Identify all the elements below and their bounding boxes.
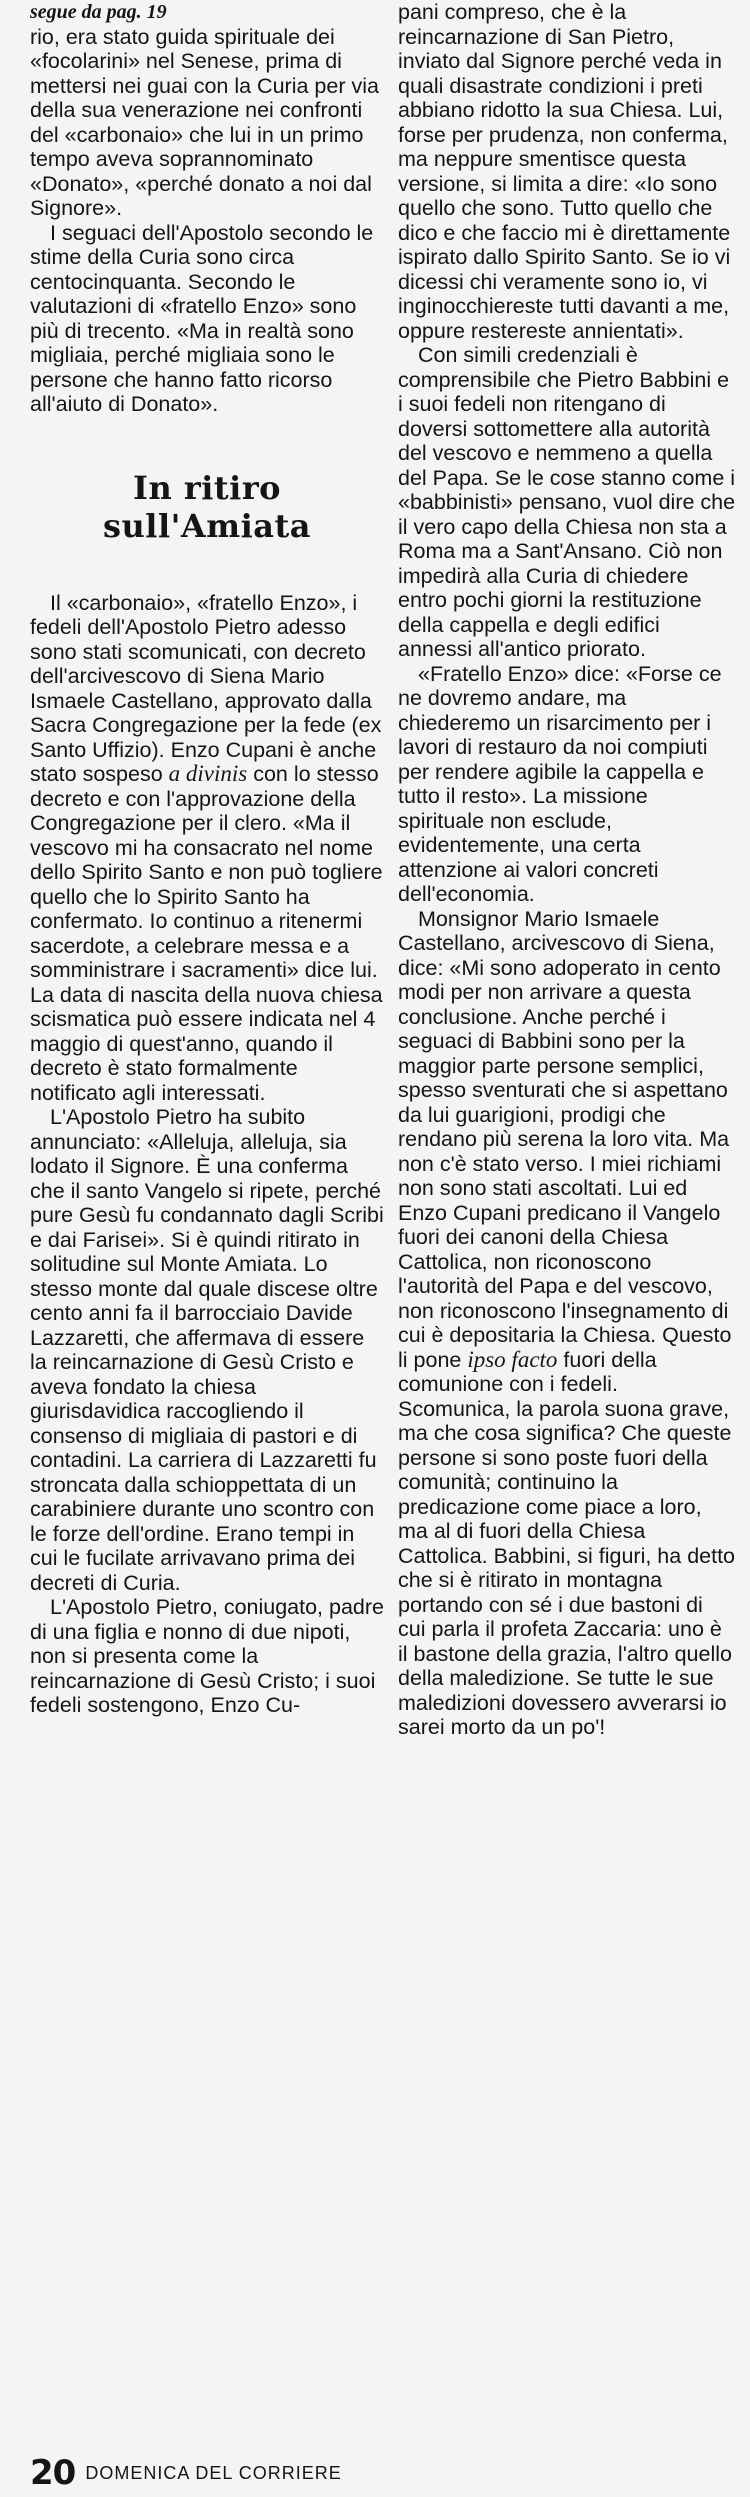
text-run: con lo stesso decreto e con l'approvazione della Congregazione per il clero. «Ma il vescovo mi ha consacrato nel nome dello Spirito Santo e non può togliere quello che lo Spirito Santo ha confermato. Io continuo a ritenermi sacerdote, a celebrare messa e a somministrare i sacramenti» dice lui. La data di nascita della nuova chiesa scismatica può essere indicata nel 4 maggio di quest'anno, quando il decreto è stato formalmente notificato agli interessati. (30, 762, 383, 1105)
italic-phrase: a divinis (168, 761, 248, 786)
continuation-note: segue da pag. 19 (30, 1, 167, 23)
article-paragraph: I seguaci dell'Apostolo secondo le stime della Curia sono circa centocinquanta. Secondo le valutazioni di «fratello Enzo» sono più di trecento. «Ma in realtà sono migliaia, perché migliaia sono le persone che hanno fatto ricorso all'aiuto di Donato». (30, 220, 374, 416)
italic-phrase: ipso facto (467, 1346, 558, 1372)
article-paragraph: rio, era stato guida spirituale dei «focolarini» nel Senese, prima di mettersi nei guai con la Curia per via della sua venerazione nei confronti del «carbonaio» che lui in un primo tempo aveva soprannominato «Donato», «perché donato a noi dal Signore». (30, 24, 379, 220)
article-paragraph: L'Apostolo Pietro, coniugato, padre di una figlia e nonno di due nipoti, non si presenta come la reincarnazione di Gesù Cristo; i suoi fedeli sostengono, Enzo Cu- (30, 1595, 384, 1717)
article-paragraph (398, 907, 736, 1740)
text-run: fuori della comunione con i fedeli. Scomunica, la parola suona grave, ma che cosa significa? Che queste persone si sono poste fuori della comunità; continuino la predicazione come piace a loro, ma al di fuori della Chiesa Cattolica. Babbini, si figuri, ha detto che si è ritirato in montagna portando con sé i due bastoni di cui parla il profeta Zaccaria: uno è il bastone della grazia, l'altro quello della maledizione. Se tutte le sue maledizioni dovessero avverarsi io sarei morto da un po'! (398, 1347, 736, 1739)
section-heading (30, 469, 384, 545)
article-paragraph (30, 591, 384, 1106)
section-heading-line: sull'Amiata (103, 506, 311, 545)
article-paragraph: pani compreso, che è la reincarnazione di San Pietro, inviato dal Signore perché veda in quali disastrate condizioni i preti abbiano ridotto la sua Chiesa. Lui, forse per prudenza, non conferma, ma neppure smentisce questa versione, si limita a dire: «Io sono quello che sono. Tutto quello che dico e che faccio mi è direttamente ispirato dallo Spirito Santo. Se io vi dicessi chi veramente sono io, vi inginocchiereste tutti davanti a me, oppure restereste annientati». (398, 0, 731, 343)
left-column (30, 0, 384, 1718)
right-column (398, 0, 736, 1740)
article-paragraph: Con simili credenziali è comprensibile che Pietro Babbini e i suoi fedeli non ritengano di doversi sottomettere alla autorità del vescovo e nemmeno a quella del Papa. Se le cose stanno come i «babbinisti» pensano, vuol dire che il vero capo della Chiesa non sta a Roma ma a Sant'Ansano. Ciò non impedirà alla Curia di chiedere entro pochi giorni la restituzione della cappella e degli edifici annessi all'antico priorato. (398, 343, 736, 661)
section-heading-line: In ritiro (132, 468, 282, 507)
article-paragraph: «Fratello Enzo» dice: «Forse ce ne dovremo andare, ma chiederemo un risarcimento per i lavori di restauro da noi compiuti per rendere agibile la cappella e tutto il resto». La missione spirituale non esclude, evidentemente, una certa attenzione ai valori concreti dell'economia. (398, 661, 722, 906)
publication-name: DOMENICA DEL CORRIERE (85, 2462, 342, 2483)
page-number: 20 (30, 2453, 76, 2493)
text-run: Il «carbonaio», «fratello Enzo», i fedeli dell'Apostolo Pietro adesso sono stati scomunicati, con decreto dell'arcivescovo di Siena Mario Ismaele Castellano, approvato dalla Sacra Congregazione per la fede (ex Santo Uffizio). Enzo Cupani è anche stato sospeso (30, 590, 382, 786)
page-footer (30, 2455, 342, 2491)
article-paragraph: L'Apostolo Pietro ha subito annunciato: «Alleluja, alleluja, sia lodato il Signore. È una conferma che il santo Vangelo si ripete, perché pure Gesù fu condannato dagli Scribi e dai Farisei». Si è quindi ritirato in solitudine sul Monte Amiata. Lo stesso monte dal quale discese oltre cento anni fa il barrocciaio Davide Lazzaretti, che affermava di essere la reincarnazione di Gesù Cristo e aveva fondato la chiesa giurisdavidica raccogliendo il consenso di migliaia di pastori e di contadini. La carriera di Lazzaretti fu stroncata dalla schioppettata di un carabiniere durante uno scontro con le forze dell'ordine. Erano tempi in cui le fucilate arrivavano prima dei decreti di Curia. (30, 1105, 384, 1595)
text-run: Monsignor Mario Ismaele Castellano, arcivescovo di Siena, dice: «Mi sono adoperato in cento modi per non arrivare a questa conclusione. Anche perché i seguaci di Babbini sono per la maggior parte persone semplici, spesso sventurati che si aspettano da lui guarigioni, prodigi che rendano più serena la loro vita. Ma non c'è stato verso. I miei richiami non sono stati ascoltati. Lui ed Enzo Cupani predicano il Vangelo fuori dei canoni della Chiesa Cattolica, non riconoscono l'autorità del Papa e del vescovo, non riconoscono l'insegnamento di cui è depositaria la Chiesa. Questo li pone (398, 906, 732, 1372)
